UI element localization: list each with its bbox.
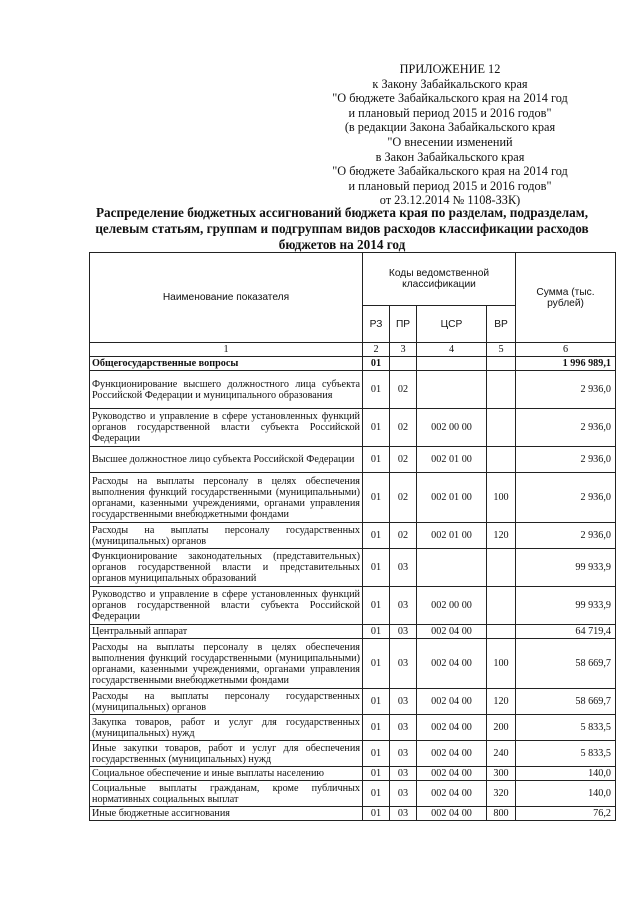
- column-number: 1: [90, 343, 363, 357]
- header-line: и плановый период 2015 и 2016 годов": [348, 178, 552, 193]
- row-name-cell: Центральный аппарат: [90, 625, 363, 639]
- row-pr-cell: 03: [390, 549, 417, 587]
- row-name-cell: Социальное обеспечение и иные выплаты населению: [90, 767, 363, 781]
- row-name-cell: Социальные выплаты гражданам, кроме публичных нормативных социальных выплат: [90, 781, 363, 807]
- row-sum-cell: 5 833,5: [516, 715, 616, 741]
- row-csr-cell: 002 04 00: [417, 781, 487, 807]
- row-csr-cell: 002 04 00: [417, 807, 487, 821]
- row-csr-cell: [417, 371, 487, 409]
- table-row: [90, 523, 616, 549]
- row-name-cell: Закупка товаров, работ и услуг для государственных (муниципальных) нужд: [90, 715, 363, 741]
- header-codes-cell: Коды ведомственной классификации: [363, 253, 516, 306]
- row-rz-cell: 01: [363, 409, 390, 447]
- row-vr-cell: 300: [487, 767, 516, 781]
- row-vr-cell: 100: [487, 473, 516, 523]
- header-name-cell: Наименование показателя: [90, 253, 363, 343]
- row-name-cell: Общегосударственные вопросы: [90, 357, 363, 371]
- table-row: [90, 357, 616, 371]
- row-name-cell: Расходы на выплаты персоналу в целях обеспечения выполнения функций государственными (муниципальными) органами, казенными учреждениями, органами управления государственными внебюджетными фондами: [90, 473, 363, 523]
- row-rz-cell: 01: [363, 807, 390, 821]
- header-line: "О бюджете Забайкальского края на 2014 год: [332, 164, 568, 179]
- row-rz-cell: 01: [363, 781, 390, 807]
- row-pr-cell: 03: [390, 625, 417, 639]
- table-row: [90, 409, 616, 447]
- appendix-header: [300, 62, 600, 208]
- row-csr-cell: 002 04 00: [417, 715, 487, 741]
- row-sum-cell: 99 933,9: [516, 549, 616, 587]
- row-rz-cell: 01: [363, 371, 390, 409]
- row-sum-cell: 2 936,0: [516, 371, 616, 409]
- budget-table: [89, 252, 616, 821]
- header-line: в Закон Забайкальского края: [375, 149, 525, 164]
- row-name-cell: Высшее должностное лицо субъекта Российской Федерации: [90, 447, 363, 473]
- row-sum-cell: 2 936,0: [516, 473, 616, 523]
- row-sum-cell: 58 669,7: [516, 689, 616, 715]
- row-csr-cell: 002 00 00: [417, 587, 487, 625]
- column-number: 3: [390, 343, 417, 357]
- row-pr-cell: 02: [390, 523, 417, 549]
- row-rz-cell: 01: [363, 689, 390, 715]
- table-row: [90, 371, 616, 409]
- row-csr-cell: [417, 357, 487, 371]
- row-sum-cell: 140,0: [516, 767, 616, 781]
- row-vr-cell: [487, 587, 516, 625]
- row-sum-cell: 64 719,4: [516, 625, 616, 639]
- row-csr-cell: [417, 549, 487, 587]
- row-csr-cell: 002 00 00: [417, 409, 487, 447]
- header-line: к Закону Забайкальского края: [372, 76, 528, 91]
- table-row: [90, 781, 616, 807]
- row-rz-cell: 01: [363, 523, 390, 549]
- header-line: "О внесении изменений: [387, 134, 513, 149]
- table-row: [90, 741, 616, 767]
- row-rz-cell: 01: [363, 625, 390, 639]
- row-rz-cell: 01: [363, 715, 390, 741]
- row-vr-cell: [487, 357, 516, 371]
- row-rz-cell: 01: [363, 549, 390, 587]
- row-sum-cell: 99 933,9: [516, 587, 616, 625]
- table-row: [90, 473, 616, 523]
- header-csr-cell: ЦСР: [417, 306, 487, 343]
- row-pr-cell: 03: [390, 639, 417, 689]
- header-line: и плановый период 2015 и 2016 годов": [348, 105, 552, 120]
- row-pr-cell: 03: [390, 781, 417, 807]
- column-number: 2: [363, 343, 390, 357]
- row-rz-cell: 01: [363, 587, 390, 625]
- row-vr-cell: [487, 625, 516, 639]
- table-row: [90, 807, 616, 821]
- row-name-cell: Функционирование высшего должностного лица субъекта Российской Федерации и муниципального образования: [90, 371, 363, 409]
- row-name-cell: Расходы на выплаты персоналу в целях обеспечения выполнения функций государственными (муниципальными) органами, казенными учреждениями, органами управления государственными внебюджетными фондами: [90, 639, 363, 689]
- row-rz-cell: 01: [363, 473, 390, 523]
- row-rz-cell: 01: [363, 767, 390, 781]
- column-number: 4: [417, 343, 487, 357]
- row-name-cell: Иные бюджетные ассигнования: [90, 807, 363, 821]
- row-name-cell: Расходы на выплаты персоналу государственных (муниципальных) органов: [90, 689, 363, 715]
- header-line: от 23.12.2014 № 1108-ЗЗК): [379, 193, 521, 208]
- row-name-cell: Функционирование законодательных (представительных) органов государственной власти и представительных органов муниципальных образований: [90, 549, 363, 587]
- row-sum-cell: 1 996 989,1: [516, 357, 616, 371]
- row-vr-cell: [487, 371, 516, 409]
- row-pr-cell: 02: [390, 409, 417, 447]
- header-vr-cell: ВР: [487, 306, 516, 343]
- row-pr-cell: 03: [390, 587, 417, 625]
- row-name-cell: Руководство и управление в сфере установленных функций органов государственной власти субъекта Российской Федерации: [90, 409, 363, 447]
- row-rz-cell: 01: [363, 639, 390, 689]
- header-line: ПРИЛОЖЕНИЕ 12: [399, 62, 501, 76]
- table-row: [90, 587, 616, 625]
- row-vr-cell: 200: [487, 715, 516, 741]
- row-csr-cell: 002 04 00: [417, 767, 487, 781]
- row-sum-cell: 76,2: [516, 807, 616, 821]
- row-vr-cell: 100: [487, 639, 516, 689]
- row-sum-cell: 5 833,5: [516, 741, 616, 767]
- row-sum-cell: 58 669,7: [516, 639, 616, 689]
- row-vr-cell: 800: [487, 807, 516, 821]
- column-numbers-row: [90, 343, 616, 357]
- row-pr-cell: 03: [390, 767, 417, 781]
- row-pr-cell: [390, 357, 417, 371]
- row-sum-cell: 2 936,0: [516, 447, 616, 473]
- table-row: [90, 689, 616, 715]
- row-pr-cell: 03: [390, 689, 417, 715]
- row-vr-cell: [487, 409, 516, 447]
- row-vr-cell: [487, 549, 516, 587]
- row-vr-cell: 120: [487, 689, 516, 715]
- row-sum-cell: 2 936,0: [516, 523, 616, 549]
- header-line: (в редакции Закона Забайкальского края: [344, 120, 556, 135]
- table-row: [90, 715, 616, 741]
- row-pr-cell: 03: [390, 807, 417, 821]
- row-pr-cell: 03: [390, 741, 417, 767]
- table-row: [90, 767, 616, 781]
- row-sum-cell: 2 936,0: [516, 409, 616, 447]
- row-rz-cell: 01: [363, 447, 390, 473]
- row-pr-cell: 03: [390, 715, 417, 741]
- row-rz-cell: 01: [363, 741, 390, 767]
- row-rz-cell: 01: [363, 357, 390, 371]
- row-csr-cell: 002 01 00: [417, 473, 487, 523]
- header-pr-cell: ПР: [390, 306, 417, 343]
- row-pr-cell: 02: [390, 447, 417, 473]
- column-number: 5: [487, 343, 516, 357]
- row-pr-cell: 02: [390, 473, 417, 523]
- row-csr-cell: 002 04 00: [417, 625, 487, 639]
- row-name-cell: Иные закупки товаров, работ и услуг для обеспечения государственных (муниципальных) нужд: [90, 741, 363, 767]
- row-sum-cell: 140,0: [516, 781, 616, 807]
- header-row: [90, 253, 616, 306]
- table-row: [90, 625, 616, 639]
- row-name-cell: Руководство и управление в сфере установленных функций органов государственной власти субъекта Российской Федерации: [90, 587, 363, 625]
- row-csr-cell: 002 04 00: [417, 741, 487, 767]
- table-row: [90, 639, 616, 689]
- row-name-cell: Расходы на выплаты персоналу государственных (муниципальных) органов: [90, 523, 363, 549]
- row-pr-cell: 02: [390, 371, 417, 409]
- table-row: [90, 549, 616, 587]
- table-row: [90, 447, 616, 473]
- row-csr-cell: 002 04 00: [417, 639, 487, 689]
- column-number: 6: [516, 343, 616, 357]
- row-vr-cell: 120: [487, 523, 516, 549]
- row-csr-cell: 002 01 00: [417, 523, 487, 549]
- row-csr-cell: 002 04 00: [417, 689, 487, 715]
- row-vr-cell: [487, 447, 516, 473]
- row-csr-cell: 002 01 00: [417, 447, 487, 473]
- row-vr-cell: 240: [487, 741, 516, 767]
- row-vr-cell: 320: [487, 781, 516, 807]
- header-line: "О бюджете Забайкальского края на 2014 год: [332, 91, 568, 106]
- header-sum-cell: Сумма (тыс. рублей): [516, 253, 616, 343]
- document-title: Распределение бюджетных ассигнований бюджета края по разделам, подразделам, целевым статьям, группам и подгруппам видов расходов классификации расходов бюджетов на 2014 год: [95, 205, 589, 252]
- header-rz-cell: РЗ: [363, 306, 390, 343]
